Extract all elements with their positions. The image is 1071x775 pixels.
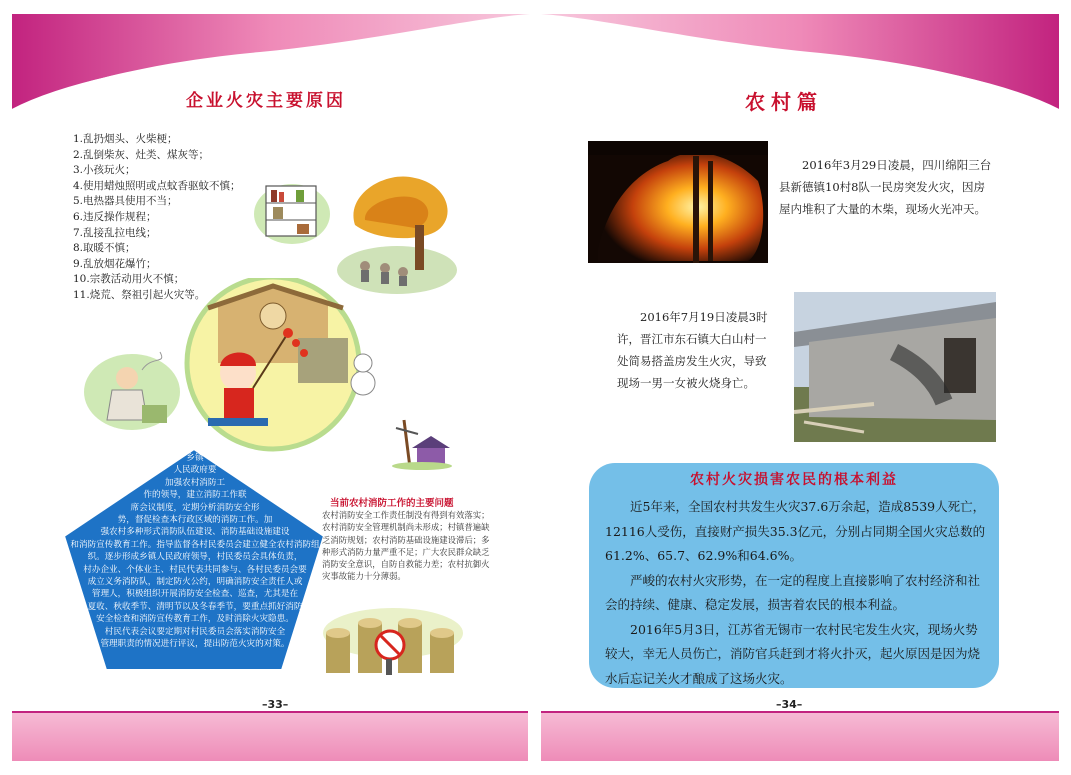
pentagon-text-line: 村办企业、个体业主、村民代表共同参与、各村民委员会要 [83,564,307,575]
case2-text: 2016年7月19日凌晨3时许，晋江市东石镇大白山村一处简易搭盖房发生火灾，导致现场一男一女被火烧身亡。 [617,310,768,390]
pentagon-text-line: 管理人，积极组织开展消防安全检查、巡查，尤其是在 [91,589,299,600]
footer-bar-left [12,713,528,761]
pentagon-text-line: 村民代表会议要定期对村民委员会落实消防安全 [104,626,286,637]
problem-section-title: 当前农村消防工作的主要问题 [330,498,454,509]
fire-cause-item: 4.使用蜡烛照明或点蚊香驱蚊不慎； [73,179,241,192]
pentagon-text-line: 管理职责的情况进行评议，提出防范火灾的对策。 [100,639,290,650]
stumps-no-fire-illustration [318,603,468,683]
footer-line-right [541,711,1059,713]
pentagon-text-line: 织。逐步形成乡镇人民政府领导，村民委员会具体负责， [87,552,303,563]
pentagon-text-line: 势，督促检查本行政区域的消防工作。加 [117,515,273,526]
pentagon-text-line: 加强农村消防工 [164,477,226,488]
pentagon-text-line: 成立义务消防队，制定防火公约，明确消防安全责任人或 [87,577,303,588]
shelf-illustration [252,176,332,246]
burnt-shed-photo [794,292,996,442]
pentagon-text-line: 夏收、秋收季节、清明节以及冬春季节，要重点抓好消防 [87,601,303,612]
left-page-title: 企业火灾主要原因 [186,91,346,111]
pentagon-text-line: 强农村多种形式消防队伍建设、消防基础设施建设 [100,527,290,538]
info-box-title: 农村火灾损害农民的根本利益 [690,472,898,488]
fire-cause-item: 8.取暖不慎； [73,242,136,255]
right-page-title: 农村篇 [745,90,823,114]
fire-cause-item: 2.乱倒柴灰、灶类、煤灰等； [73,148,210,161]
left-page-number: –33– [262,698,289,711]
fire-cause-item: 11.烧荒、祭祖引起火灾等。 [73,288,206,301]
fire-cause-item: 5.电热器具使用不当； [73,195,178,208]
burning-pole-illustration [382,418,452,470]
header-curve-decoration [0,0,1071,140]
pentagon-text-line: 席会议制度，定期分析消防安全形 [130,502,260,513]
fire-cause-item: 7.乱接乱拉电线； [73,226,157,239]
right-page-number: –34– [776,698,803,711]
fire-cause-item: 3.小孩玩火； [73,164,136,177]
fire-cause-item: 9.乱放烟花爆竹； [73,257,157,270]
pentagon-text-line: 作的领导，建立消防工作联 [143,490,247,501]
firecracker-girl-illustration [178,278,378,453]
autumn-tree-illustration [335,170,460,295]
footer-line-left [12,711,528,713]
info-box-paragraph: 严峻的农村火灾形势，在一定的程度上直接影响了农村经济和社会的持续、健康、稳定发展，损害着农民的根本利益。 [605,572,981,612]
farmer-smoking-illustration [82,350,182,430]
pentagon-text-line: 乡镇 [186,453,204,463]
pentagon-text-line: 安全检查和消防宣传教育工作，及时消除火灾隐患。 [96,614,294,625]
footer-bar-right [541,713,1059,761]
fire-cause-item: 6.违反操作规程； [73,210,157,223]
pentagon-text-line: 人民政府要 [173,465,217,476]
info-box-body [605,495,989,691]
fire-cause-item: 10.宗教活动用火不慎； [73,273,185,286]
house-fire-photo [588,141,768,263]
problem-section-text: 农村消防安全工作责任制没有得到有效落实；农村消防安全管理机制尚未形成；村镇普遍缺乏消防规划；农村消防基础设施建设滞后；多种形式消防力量严重不足；广大农民群众缺乏消防安全意识，自防自救能力差；农村抗御火灾事故能力十分薄弱。 [322,510,490,582]
info-box-paragraph: 近5年来，全国农村共发生火灾37.6万余起，造成8539人死亡，12116人受伤，直接财产损失35.3亿元，分别占同期全国火灾总数的61.2%、65.7、62.9%和64.6%。 [605,499,986,563]
info-box-paragraph: 2016年5月3日，江苏省无锡市一农村民宅发生火灾，现场火势较大，幸无人员伤亡，消防官兵赶到才将火扑灭，起火原因是因为烧水后忘记关火才酿成了这场火灾。 [605,621,981,686]
fire-cause-item: 1.乱扔烟头、火柴梗； [73,133,178,145]
village-fire-safety-pentagon-text [70,452,320,651]
case1-text: 2016年3月29日凌晨，四川绵阳三台县新德镇10村8队一民房突发火灾，因房屋内堆积了大量的木柴，现场火光冲天。 [779,158,992,216]
pentagon-text-line: 和消防宣传教育工作。指导监督各村民委员会建立健全农村消防组 [70,539,320,550]
rural-fire-info-box [589,463,999,688]
